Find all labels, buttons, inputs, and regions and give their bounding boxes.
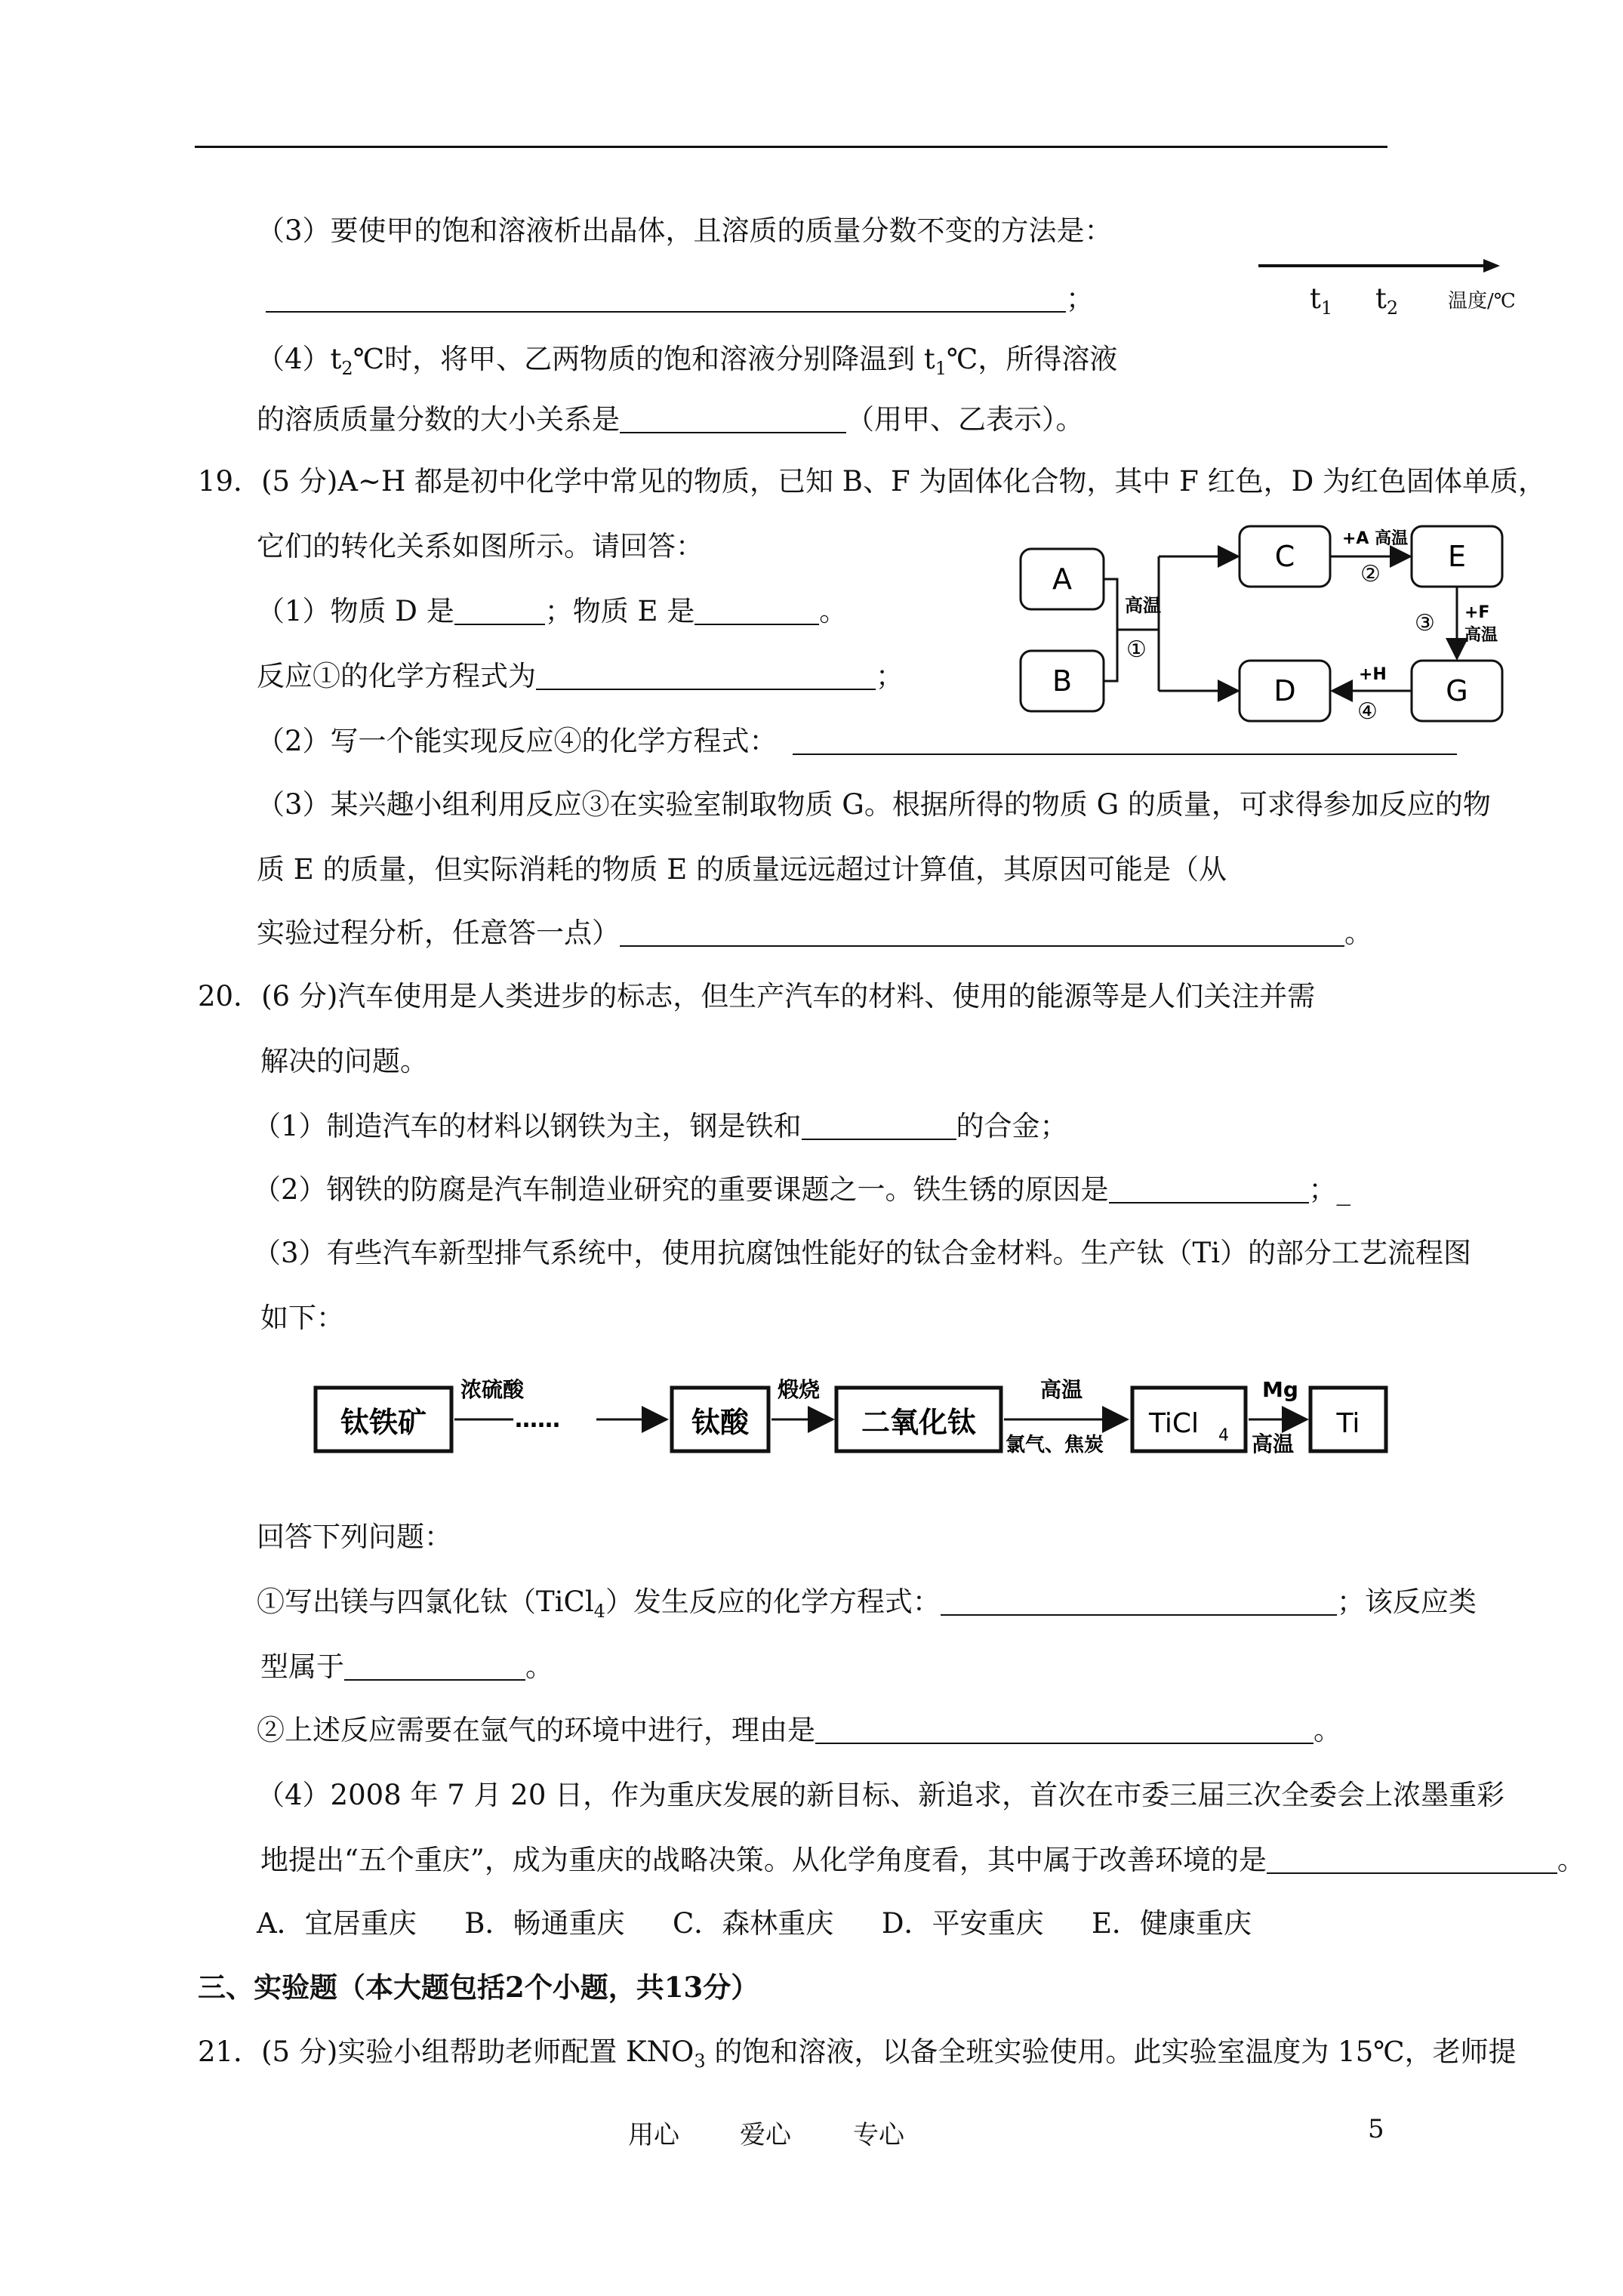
option-e[interactable]: E．健康重庆 (1092, 1907, 1252, 1940)
flow-cond-2: 煅烧 (778, 1377, 821, 1402)
header-rule (195, 146, 1387, 148)
q20-part2: （2）钢铁的防腐是汽车制造业研究的重要课题之一。铁生锈的原因是 ；_ (253, 1173, 1351, 1206)
svg-text:A: A (1052, 562, 1072, 596)
q20-part3-line1: （3）有些汽车新型排气系统中，使用抗腐蚀性能好的钛合金材料。生产钛（Ti）的部分工艺流程图 (253, 1237, 1472, 1269)
q20-part4-line2: 地提出“五个重庆”，成为重庆的战略决策。从化学角度看，其中属于改善环境的是 。 (260, 1844, 1585, 1876)
q18-part3: （3）要使甲的饱和溶液析出晶体，且溶质的质量分数不变的方法是： (257, 214, 1113, 247)
q19-part3-line1: （3）某兴趣小组利用反应③在实验室制取物质 G。根据所得的物质 G 的质量，可求得参加反应的物 (257, 788, 1491, 821)
q19-part3-line3: 实验过程分析，任意答一点） 。 (257, 917, 1372, 949)
reaction-num-4: ④ (1357, 698, 1378, 725)
q19-intro: 19．(5 分)A~H 都是初中化学中常见的物质，已知 B、F 为固体化合物，其中 F 红色，D 为红色固体单质， (198, 465, 1547, 498)
answer-blank[interactable] (941, 1587, 1337, 1616)
answer-blank[interactable] (620, 405, 846, 433)
answer-blank[interactable] (454, 596, 545, 625)
answer-blank[interactable] (344, 1652, 525, 1681)
footer-mid: 爱心 (740, 2120, 791, 2150)
condition-1: 高温 (1125, 595, 1161, 616)
flow-step-ilmenite (316, 1388, 451, 1451)
axis-tick-t2: $t_2$ (1375, 282, 1399, 319)
section3-heading: 三、实验题（本大题包括2个小题，共13分） (198, 1971, 759, 2004)
svg-text:E: E (1447, 540, 1467, 573)
q18-part3-answer: ； (266, 281, 1094, 317)
svg-text:B: B (1052, 664, 1073, 698)
condition-3a: +F (1464, 603, 1490, 622)
svg-text:钛酸: 钛酸 (691, 1406, 750, 1439)
condition-3b: 高温 (1464, 626, 1498, 645)
answer-blank[interactable] (536, 661, 876, 690)
q18-part4-line2: 的溶质质量分数的大小关系是 （用甲、乙表示）。 (257, 403, 1084, 436)
svg-text:C: C (1274, 540, 1295, 573)
box-e (1412, 526, 1502, 587)
axis-tick-t1: $t_1$ (1310, 282, 1333, 319)
footer-left: 用心 (628, 2120, 679, 2150)
flow-cond-3a: 高温 (1040, 1377, 1083, 1402)
flow-step-titanium-dioxide (836, 1388, 1001, 1451)
svg-text:Ti: Ti (1336, 1408, 1360, 1439)
option-a[interactable]: A．宜居重庆 (257, 1907, 417, 1940)
option-d[interactable]: D．平安重庆 (881, 1907, 1044, 1940)
q21-intro: 21．(5 分)实验小组帮助老师配置 $KNO_3$ 的饱和溶液，以备全班实验使用。此实验室温度为 15℃，老师提 (198, 2036, 1517, 2072)
titanium-process-flow (310, 1359, 1397, 1487)
q20-answer2: ②上述反应需要在氩气的环境中进行，理由是 。 (257, 1714, 1341, 1746)
condition-4: +H (1359, 665, 1387, 684)
box-d (1240, 661, 1330, 721)
q20-intro: 20．(6 分)汽车使用是人类进步的标志，但生产汽车的材料、使用的能源等是人们关注并需 (198, 980, 1316, 1012)
flow-cond-4a: Mg (1262, 1377, 1298, 1402)
q19-part1: （1）物质 D 是 ；物质 E 是 。 (257, 595, 848, 627)
box-a (1021, 549, 1104, 609)
box-g (1412, 661, 1502, 721)
answer-blank[interactable] (815, 1715, 1313, 1744)
q20-part1: （1）制造汽车的材料以钢铁为主，钢是铁和 的合金； (253, 1110, 1068, 1142)
flow-cond-1: 浓硫酸 (460, 1377, 525, 1402)
svg-text:4: 4 (1218, 1426, 1229, 1445)
q19-part3-line2: 质 E 的质量，但实际消耗的物质 E 的质量远远超过计算值，其原因可能是（从 (257, 853, 1227, 886)
q18-part4-line1: $(4)t_2℃$时，将甲、乙两物质的饱和溶液分别降温到 $t_1℃$，所得溶液 (257, 343, 1118, 379)
reaction-num-3: ③ (1415, 610, 1435, 636)
answer-blank[interactable] (1267, 1845, 1557, 1874)
page-number: 5 (1368, 2114, 1384, 2144)
option-b[interactable]: B．畅通重庆 (464, 1907, 625, 1940)
reaction-num-1: ① (1126, 636, 1147, 663)
svg-text:TiCl: TiCl (1149, 1408, 1200, 1439)
q19-intro-2: 它们的转化关系如图所示。请回答： (257, 530, 704, 562)
q20-answer1-line2: 型属于 。 (260, 1650, 553, 1683)
answer-blank[interactable] (1109, 1175, 1309, 1203)
q19-part2: （2）写一个能实现反应④的化学方程式： (257, 723, 1457, 760)
svg-text:G: G (1446, 674, 1468, 707)
q20-intro-2: 解决的问题。 (260, 1045, 428, 1077)
answer-blank[interactable] (802, 1111, 956, 1140)
option-c[interactable]: C．森林重庆 (673, 1907, 834, 1940)
condition-2: +A 高温 (1342, 529, 1409, 548)
reaction-num-2: ② (1360, 561, 1381, 587)
svg-text:钛铁矿: 钛铁矿 (340, 1406, 427, 1439)
q20-options (257, 1906, 1252, 1942)
footer-right: 专心 (853, 2120, 904, 2150)
q20-part3-line2: 如下： (260, 1302, 344, 1334)
q19-reaction1: 反应①的化学方程式为 ； (257, 660, 904, 692)
q20-answer1-line1: ①写出镁与四氯化钛（TiCl$_4$）发生反应的化学方程式： ；该反应类 (257, 1586, 1477, 1622)
flow-cond-3b: 氯气、焦炭 (1006, 1434, 1104, 1456)
flow-step-ti (1310, 1388, 1386, 1451)
answer-blank[interactable] (266, 284, 1066, 313)
box-c (1240, 526, 1330, 587)
flow-step-ticl4 (1132, 1388, 1246, 1451)
q20-answer-intro: 回答下列问题： (257, 1521, 452, 1553)
flow-step-titanic-acid (672, 1388, 768, 1451)
axis-label: 温度/℃ (1448, 290, 1516, 313)
flow-cond-4b: 高温 (1252, 1432, 1295, 1456)
svg-text:D: D (1273, 674, 1296, 707)
box-b (1021, 651, 1104, 711)
answer-blank[interactable] (694, 596, 819, 625)
answer-blank[interactable] (620, 918, 1344, 947)
flow-ellipsis: …… (515, 1407, 560, 1433)
reaction-diagram (1012, 521, 1525, 732)
svg-text:二氧化钛: 二氧化钛 (861, 1406, 977, 1439)
q20-part4-line1: （4）2008 年 7 月 20 日，作为重庆发展的新目标、新追求，首次在市委三届三次全委会上浓墨重彩 (257, 1779, 1505, 1811)
